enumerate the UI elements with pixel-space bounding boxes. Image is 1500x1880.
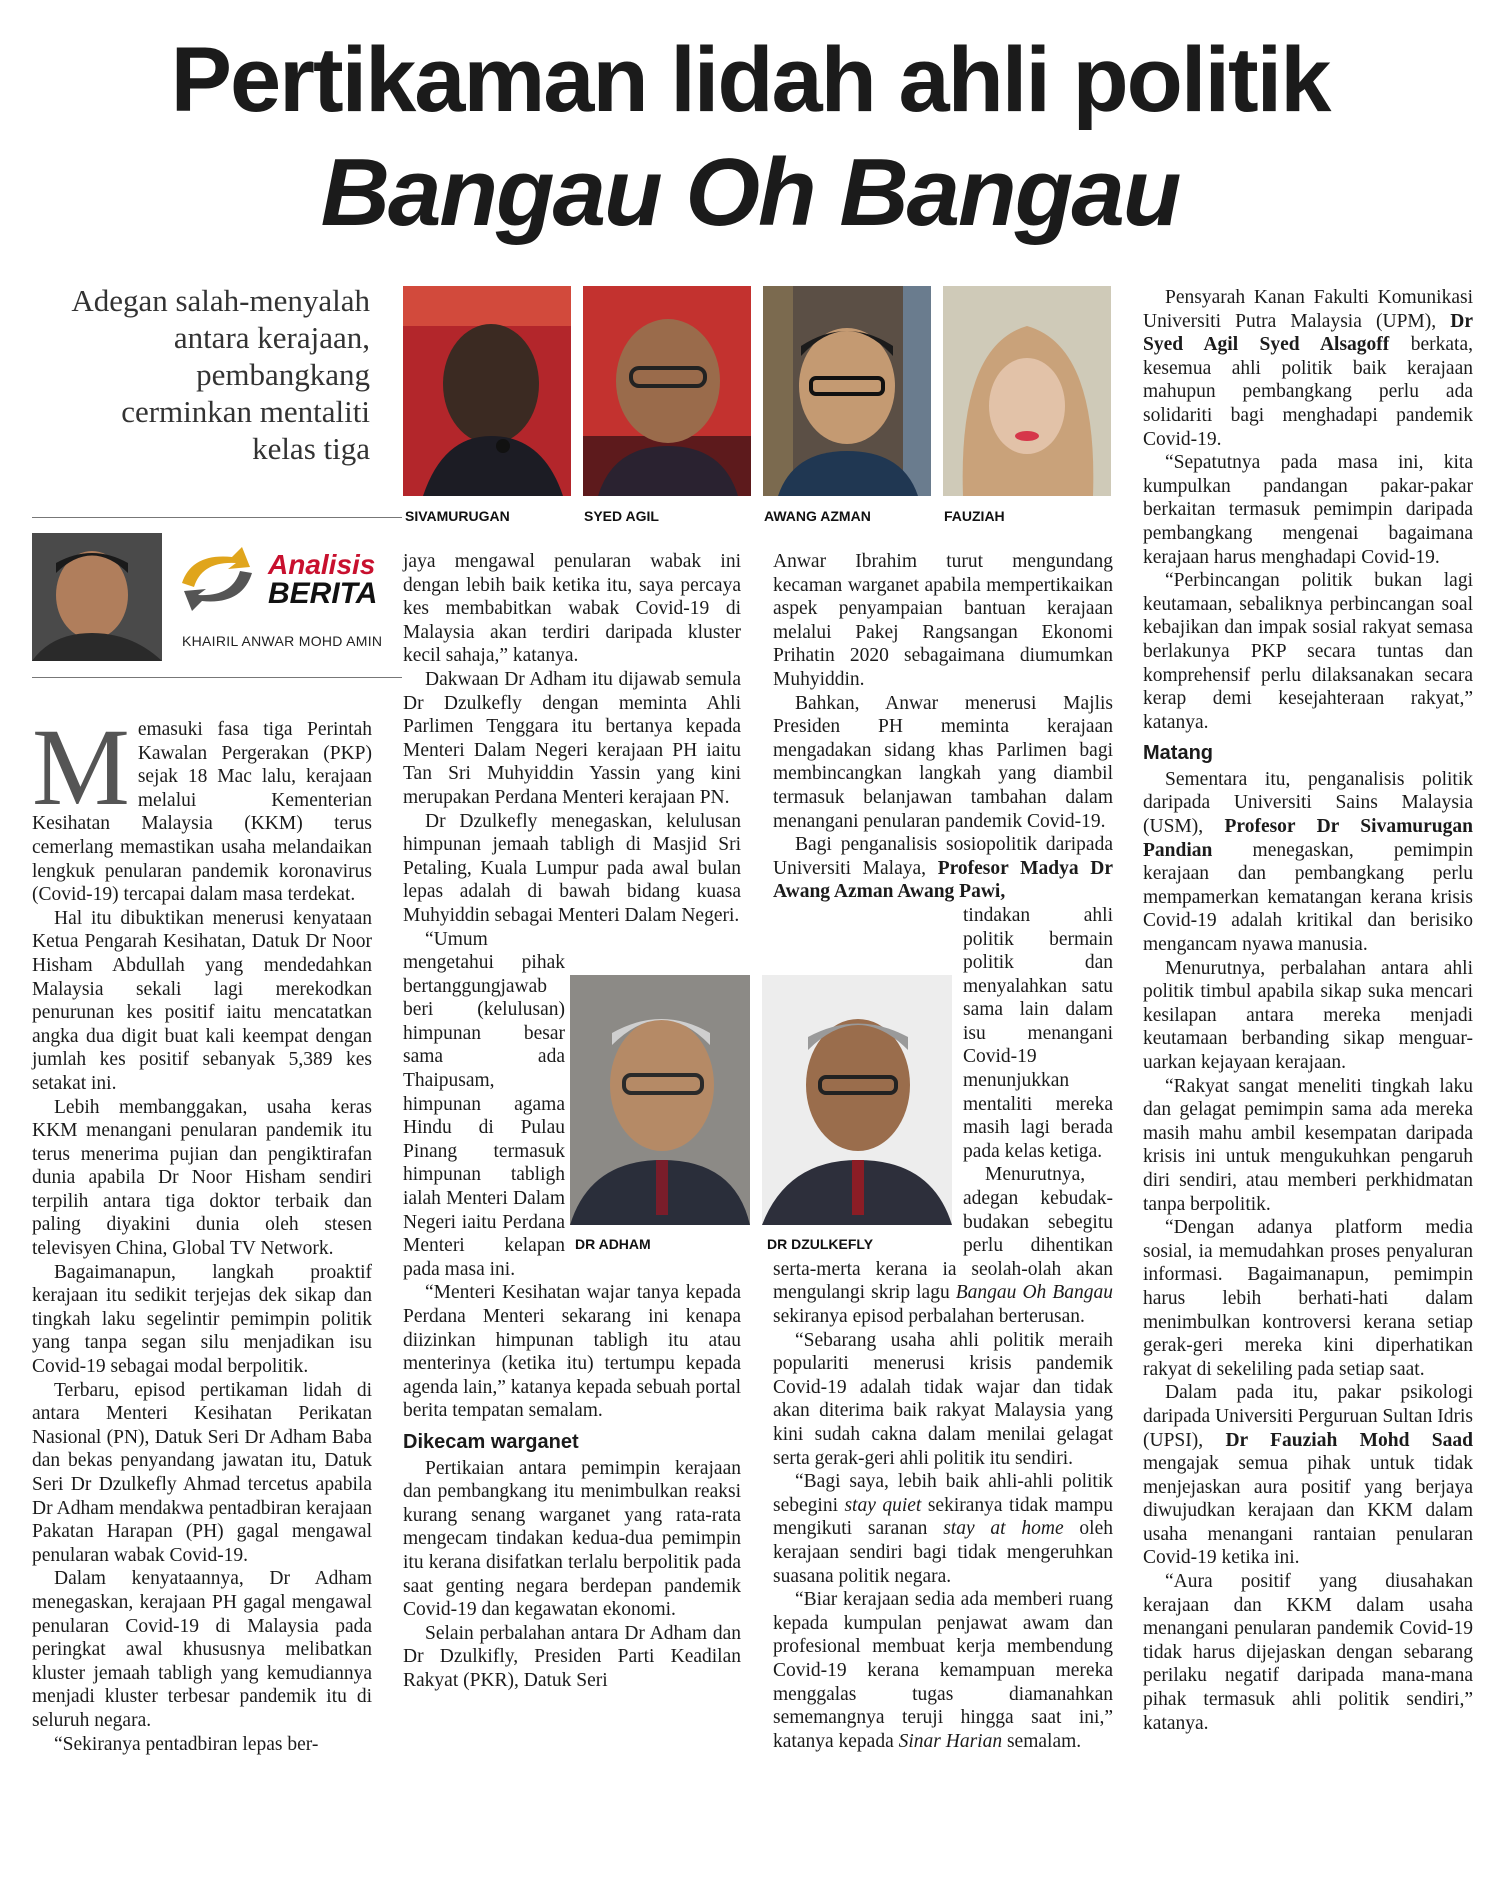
drop-cap: M — [32, 706, 130, 828]
logo-text-analisis: Analisis — [268, 549, 376, 580]
text-run: “Bagi saya, lebih baik ahli-ahli politik sebegini — [773, 1471, 1113, 1516]
deck-subheading: Adegan salah-menyalah antara kerajaan, pembangkang cerminkan mentaliti kelas tiga — [71, 283, 370, 466]
paragraph: Dakwaan Dr Adham itu dijawab semula Dr Dzulkefly dengan meminta Ahli Parlimen Tenggara itu bertanya kepada Menteri Dalam Negeri kerajaan PH iaitu Tan Sri Muhyiddin Yassin yang kini merupakan Perdana Menteri kerajaan PN. — [403, 668, 741, 808]
logo-swoosh-icon — [172, 543, 262, 613]
paragraph: “Menteri Kesihatan wajar tanya kepada Perdana Menteri sekarang ini kenapa diizinkan himpunan tabligh itu atau menterinya (ketika itu) tertumpu kepada agenda lain,” katanya kepada sebuah portal berita tempatan semalam. — [403, 1282, 741, 1422]
text-run: sekiranya tidak mampu mengikuti saranan — [773, 1494, 1114, 1540]
paragraph: Selain perbalahan antara Dr Adham dan Dr Dzulkifly, Presiden Parti Keadilan Rakyat (PKR), Datuk Seri — [403, 1622, 741, 1691]
byline-rule-top — [32, 517, 402, 518]
paragraph: “Perbincangan politik bukan lagi keutamaan, sebaliknya perbincangan soal kebajikan dan impak sosial rakyat semasa berlakunya PKP secara tuntas dan komprehensif perlu dilaksanakan secara kerap demi kesejahteraan rakyat,” katanya. — [1143, 570, 1473, 733]
analisis-berita-logo — [172, 543, 402, 613]
paragraph: Lebih membanggakan, usaha keras KKM menangani penularan pandemik itu terus menerima pujian dan pengiktirafan dunia apabila Dr Noor Hisham sendiri terpilih antara tiga doktor terbaik dan paling diyakini dunia oleh stesen televisyen China, Global TV Network. — [32, 1096, 372, 1260]
paragraph: Menurutnya, perbalahan antara ahli politik timbul apabila sikap suka mencari kesilapan antara mereka menjadi keutamaan berbanding sikap menguar-uarkan kejayaan kerajaan. — [1143, 957, 1473, 1073]
paragraph: “Umum mengetahui pihak bertanggungjawab beri (kelulusan) himpunan besar sama ada Thaipusam, himpunan agama Hindu di Pulau Pinang termasuk himpunan tabligh ialah Menteri Dalam Negeri iaitu Perdana Menteri kelapan pada masa ini. — [403, 928, 565, 1280]
headline-line-2: Bangau Oh Bangau — [320, 139, 1180, 246]
caption-awang-azman: AWANG AZMAN — [764, 508, 871, 524]
article-column-1 — [32, 706, 372, 1756]
text-run: “Biar kerajaan sedia ada memberi ruang kepada kumpulan penjawat awam dan profesional membuat kerja membendung Covid-19 kerana kemampuan mereka menggalas tugas diamanahkan sememangnya teruji hingga saat ini,” katanya kepada — [773, 1589, 1113, 1752]
name-bold: Profesor Madya Dr Awang Azman Awang Pawi, — [773, 857, 1114, 903]
name-bold: Dr Syed Agil Syed Alsagoff — [1143, 310, 1473, 356]
paragraph: Pertikaian antara pemimpin kerajaan dan pembangkang itu menimbulkan reaksi kurang senang warganet yang rata-rata mengecam tindakan kedua-dua pemimpin itu kerana disifatkan terlalu berpolitik pada saat genting negara berdepan pandemik Covid-19 dan kegawatan ekonomi. — [403, 1457, 741, 1621]
text-run: sekiranya episod perbalahan berterusan. — [773, 1306, 1085, 1327]
paragraph: Bagaimanapun, langkah proaktif kerajaan itu sedikit terjejas dek sikap dan tingkah laku segelintir pemimpin politik yang tanpa segan silu menjadikan isu Covid-19 sebagai modal berpolitik. — [32, 1261, 372, 1378]
author-photo — [32, 533, 162, 661]
section-heading: Matang — [1143, 742, 1213, 765]
caption-dr-dzulkefly: DR DZULKEFLY — [767, 1236, 874, 1252]
photo-dr-adham — [570, 975, 750, 1225]
photo-syed-agil — [583, 286, 751, 496]
inset-photos-slot — [773, 904, 963, 1256]
caption-sivamurugan: SIVAMURUGAN — [405, 508, 510, 524]
paragraph: Dalam kenyataannya, Dr Adham menegaskan, kerajaan PH gagal mengawal penularan Covid-19 di Malaysia pada peringkat awal khususnya melibatkan kluster jemaah tabligh yang kemudiannya menjadi kluster terbesar pandemik itu di seluruh negara. — [32, 1568, 372, 1731]
text-run: Menurutnya, adegan kebudak-budakan sebegitu perlu dihentikan serta-merta kerana ia seolah-olah akan mengulangi skrip lagu — [773, 1164, 1113, 1304]
paragraph: emasuki fasa tiga Perintah Kawalan Pergerakan (PKP) sejak 18 Mac lalu, kerajaan melalui Kementerian Kesihatan Malaysia (KKM) terus cemerlang memastikan usaha melandaikan lengkuk penularan pandemik koronavirus (Covid-19) tercapai dalam masa terdekat. — [32, 719, 372, 906]
byline-rule-bottom — [32, 677, 402, 678]
text-run: menegaskan, pemimpin kerajaan dan pembangkang perlu mempamerkan kematangan kerana krisis Covid-19 adalah kritikal dan berisiko mengancam nyawa manusia. — [1143, 839, 1474, 956]
text-run: Sementara itu, penganalisis politik daripada Universiti Sains Malaysia (USM), — [1143, 768, 1473, 838]
italic-phrase: stay quiet — [844, 1494, 922, 1516]
paragraph: “Sekiranya pentadbiran lepas ber- — [54, 1733, 319, 1755]
paragraph: jaya mengawal penularan wabak ini dengan lebih baik ketika itu, saya percaya kes membabitkan wabak Covid-19 di Malaysia akan terdiri daripada kluster kecil sahaja,” katanya. — [403, 551, 741, 667]
italic-phrase: stay at home — [943, 1518, 1064, 1540]
publication-name: Sinar Harian — [898, 1730, 1003, 1752]
byline-block — [32, 533, 392, 663]
caption-fauziah: FAUZIAH — [944, 508, 1005, 524]
paragraph: Bahkan, Anwar menerusi Majlis Presiden PH meminta kerajaan mengadakan sidang khas Parlimen bagi membincangkan langkah yang diambil termasuk belanjawan tambahan dalam menangani penularan pandemik Covid-19. — [773, 692, 1113, 832]
article-column-4 — [1143, 286, 1473, 1735]
photo-awang-azman — [763, 286, 931, 496]
caption-syed-agil: SYED AGIL — [584, 508, 659, 524]
caption-dr-adham: DR ADHAM — [575, 1236, 651, 1252]
name-bold: Profesor Dr Sivamurugan Pandian — [1143, 816, 1473, 861]
name-bold: Dr Fauziah Mohd Saad — [1225, 1429, 1473, 1451]
author-name: KHAIRIL ANWAR MOHD AMIN — [182, 633, 383, 649]
text-run: Pensyarah Kanan Fakulti Komunikasi Universiti Putra Malaysia (UPM), — [1143, 287, 1473, 332]
photo-sivamurugan — [403, 286, 571, 496]
paragraph: Anwar Ibrahim turut mengundang kecaman warganet apabila mempertikaikan aspek penyampaian bantuan kerajaan melalui Pakej Rangsangan Ekonomi Prihatin 2020 sebagaimana diumumkan Muhyiddin. — [773, 551, 1113, 690]
headline-line-1: Pertikaman lidah ahli politik — [170, 29, 1330, 131]
photo-fauziah — [943, 286, 1111, 496]
logo-text-berita: BERITA — [268, 577, 378, 610]
text-run: Dalam pada itu, pakar psikologi daripada Universiti Perguruan Sultan Idris (UPSI), — [1143, 1382, 1473, 1451]
paragraph: Dr Dzulkefly menegaskan, kelulusan himpunan jemaah tabligh di Masjid Sri Petaling, Kuala Lumpur pada awal bulan lepas adalah di bawah bidang kuasa Muhyiddin sebagai Menteri Dalam Negeri. — [403, 810, 741, 926]
paragraph: Terbaru, episod pertikaman lidah di antara Menteri Kesihatan Perikatan Nasional (PN), Datuk Seri Dr Adham Baba dan bekas penyandang jawatan itu, Datuk Seri Dr Dzulkefly Ahmad tercetus apabila Dr Adham mendakwa pentadbiran kerajaan Pakatan Harapan (PH) gagal mengawal penularan wabak Covid-19. — [32, 1379, 372, 1566]
paragraph: “Aura positif yang diusahakan kerajaan dan KKM dalam usaha menangani penularan pandemik Covid-19 tidak harus dijejaskan dengan sebarang perilaku negatif daripada mana-mana pihak termasuk ahli politik sendiri,” katanya. — [1143, 1571, 1473, 1734]
paragraph: “Rakyat sangat meneliti tingkah laku dan gelagat pemimpin sama ada mereka masih mahu ambil kesempatan daripada krisis ini untuk mengukuhkan pengaruh diri sendiri, atau memberi perkhidmatan tanpa berpolitik. — [1143, 1075, 1473, 1215]
section-heading: Dikecam warganet — [403, 1430, 579, 1453]
paragraph: “Sepatutnya pada masa ini, kita kumpulkan pandangan pakar-pakar berkaitan termasuk pemimpin daripada pembangkang mengenai bagaimana kerajaan harus menghadapi Covid-19. — [1143, 452, 1473, 568]
song-title: Bangau Oh Bangau — [955, 1282, 1114, 1304]
text-run: mengajak semua pihak untuk tidak menjejaskan aura positif yang berjaya diwujudkan kerajaan dan KKM dalam usaha menangani rantaian penularan Covid-19 ketika ini. — [1143, 1453, 1473, 1569]
text-run: berkata, kesemua ahli politik baik kerajaan mahupun pembangkang perlu ada solidariti bagi menghadapi pandemik Covid-19. — [1143, 334, 1473, 450]
paragraph: tindakan ahli politik bermain politik dan menyalahkan satu sama lain dalam isu menangani Covid-19 menunjukkan mentaliti mereka masih lagi berada pada kelas ketiga. — [963, 904, 1113, 1162]
text-run: semalam. — [1006, 1730, 1082, 1752]
paragraph: “Sebarang usaha ahli politik meraih populariti menerusi krisis pandemik Covid-19 adalah tidak wajar dan tidak akan diterima baik rakyat Malaysia yang kini sudah cakna dalam menilai gelagat serta gerak-geri ahli politik itu sendiri. — [773, 1329, 1113, 1469]
text-run: Bagi penganalisis sosiopolitik daripada Universiti Malaya, — [773, 834, 1113, 879]
paragraph: Hal itu dibuktikan menerusi kenyataan Ketua Pengarah Kesihatan, Datuk Dr Noor Hisham Abdullah yang mendedahkan Malaysia sekali lagi merekodkan penurunan kes positif iaitu mencatatkan angka dua digit buat kali keempat dengan jumlah kes positif sebanyak 5,389 kes setakat ini. — [32, 907, 372, 1094]
article-column-3 — [773, 550, 1113, 1753]
text-run: oleh kerajaan sendiri bagi tidak mengeruhkan suasana politik negara. — [773, 1518, 1113, 1587]
paragraph: “Dengan adanya platform media sosial, ia memudahkan proses penyaluran informasi. Bagaimanapun, pemimpin harus lebih berhati-hati dalam menimbulkan kontroversi kerana setiap gerak-geri mereka kini diperhatikan rakyat di sekeliling pada setiap saat. — [1143, 1217, 1473, 1380]
